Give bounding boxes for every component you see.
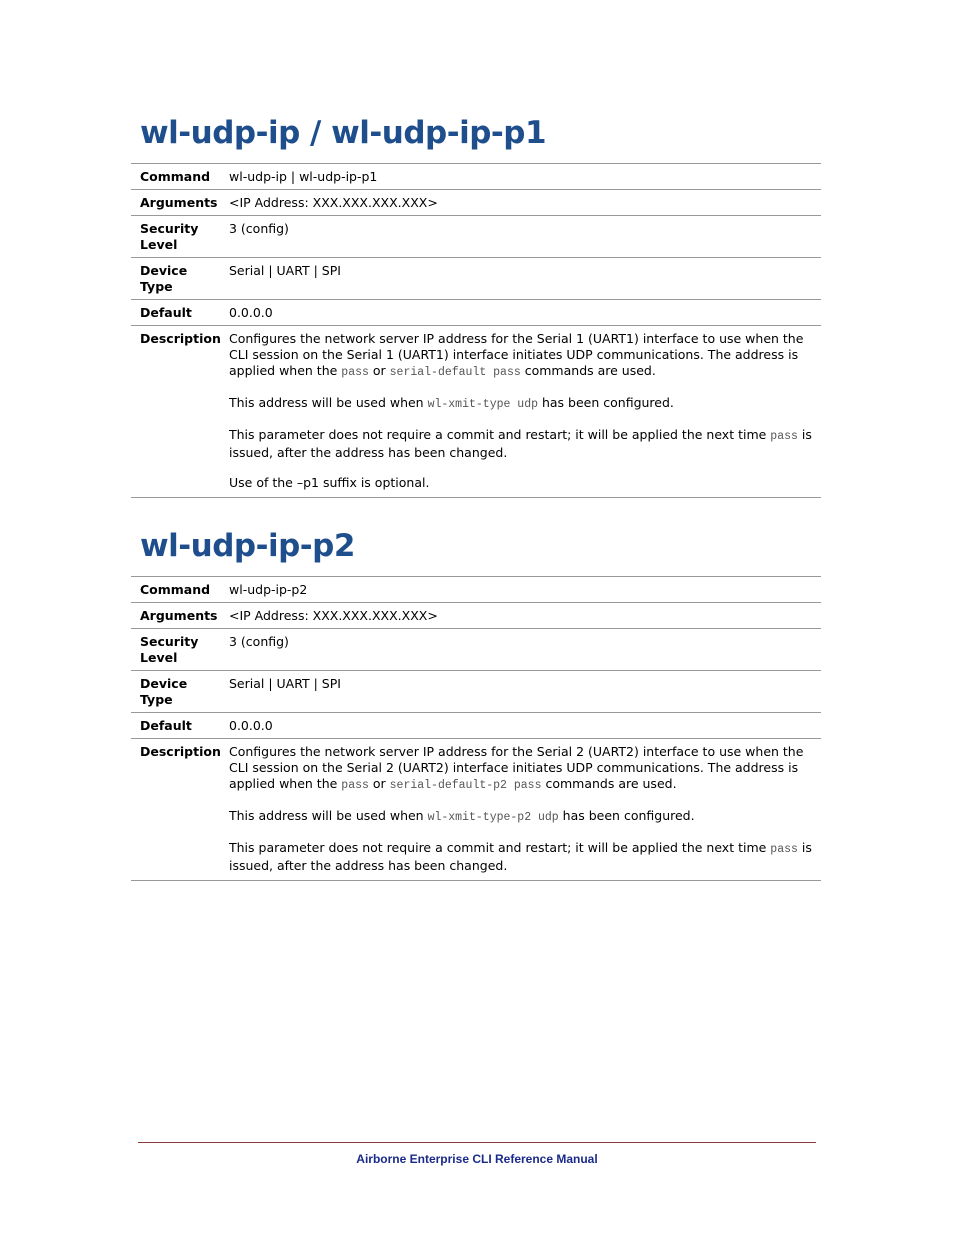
- text-run: has been configured.: [538, 395, 674, 410]
- text-run: commands are used.: [520, 363, 656, 378]
- text-run: or: [368, 776, 390, 791]
- description-paragraph: [229, 395, 815, 413]
- row-value: 0.0.0.0: [223, 300, 821, 326]
- row-value: Serial | UART | SPI: [223, 258, 821, 300]
- table-row-command: [131, 577, 821, 603]
- row-label: Description: [131, 326, 223, 498]
- command-section-wl-udp-ip: [131, 113, 821, 498]
- text-run: or: [368, 363, 390, 378]
- section-title: wl-udp-ip / wl-udp-ip-p1: [140, 115, 547, 151]
- row-value: 3 (config): [223, 629, 821, 671]
- inline-code: pass: [341, 779, 369, 792]
- inline-code: pass: [770, 843, 798, 856]
- inline-code: pass: [770, 430, 798, 443]
- description-paragraph: [229, 331, 815, 381]
- row-label: Device Type: [131, 258, 223, 300]
- text-run: is issued, after the address has been changed.: [229, 840, 812, 873]
- text-run: is issued, after the address has been changed.: [229, 427, 812, 460]
- inline-code: pass: [341, 366, 369, 379]
- text-run: Configures the network server IP address for the Serial 1 (UART1) interface to use when the CLI session on the Serial 1 (UART1) interface initiates UDP communications. The address is applied when the: [229, 331, 804, 378]
- command-table: [131, 576, 821, 881]
- text-run: This parameter does not require a commit and restart; it will be applied the next time: [229, 840, 771, 855]
- row-label: Default: [131, 713, 223, 739]
- description-paragraph: [229, 808, 815, 826]
- text-run: This address will be used when: [229, 395, 428, 410]
- description-paragraph: [229, 744, 815, 794]
- inline-code: serial-default pass: [389, 366, 521, 379]
- description-paragraph: [229, 427, 815, 461]
- text-run: commands are used.: [541, 776, 677, 791]
- row-value: wl-udp-ip | wl-udp-ip-p1: [223, 164, 821, 190]
- text-run: This address will be used when: [229, 808, 428, 823]
- inline-code: wl-xmit-type-p2 udp: [427, 811, 559, 824]
- description-paragraph: Use of the –p1 suffix is optional.: [229, 475, 430, 490]
- table-row-arguments: [131, 603, 821, 629]
- table-row-arguments: [131, 190, 821, 216]
- table-row-device-type: [131, 671, 821, 713]
- text-run: has been configured.: [558, 808, 695, 823]
- footer-divider: [138, 1142, 816, 1143]
- table-row-command: [131, 164, 821, 190]
- table-row-description: [131, 326, 821, 498]
- table-row-description: [131, 739, 821, 881]
- text-run: Configures the network server IP address for the Serial 2 (UART2) interface to use when the CLI session on the Serial 2 (UART2) interface initiates UDP communications. The address is applied when the: [229, 744, 804, 791]
- inline-code: serial-default-p2 pass: [389, 779, 542, 792]
- table-row-default: [131, 713, 821, 739]
- row-label: Default: [131, 300, 223, 326]
- row-value: <IP Address: XXX.XXX.XXX.XXX>: [223, 603, 821, 629]
- table-row-security-level: [131, 629, 821, 671]
- row-value: 0.0.0.0: [223, 713, 821, 739]
- row-label: Security Level: [131, 216, 223, 258]
- command-table: [131, 163, 821, 498]
- section-title: wl-udp-ip-p2: [140, 528, 355, 564]
- row-label: Device Type: [131, 671, 223, 713]
- row-label: Arguments: [131, 190, 223, 216]
- description-text: [223, 739, 821, 881]
- text-run: This parameter does not require a commit and restart; it will be applied the next time: [229, 427, 771, 442]
- row-value: Serial | UART | SPI: [223, 671, 821, 713]
- row-label: Arguments: [131, 603, 223, 629]
- row-value: 3 (config): [223, 216, 821, 258]
- table-row-device-type: [131, 258, 821, 300]
- description-text: [223, 326, 821, 498]
- description-paragraph: [229, 840, 815, 874]
- command-section-wl-udp-ip-p2: [131, 526, 821, 881]
- inline-code: wl-xmit-type udp: [427, 398, 538, 411]
- row-label: Security Level: [131, 629, 223, 671]
- table-row-security-level: [131, 216, 821, 258]
- row-label: Description: [131, 739, 223, 881]
- row-label: Command: [131, 577, 223, 603]
- footer-manual-title: Airborne Enterprise CLI Reference Manual: [356, 1152, 598, 1166]
- row-value: <IP Address: XXX.XXX.XXX.XXX>: [223, 190, 821, 216]
- row-value: wl-udp-ip-p2: [223, 577, 821, 603]
- row-label: Command: [131, 164, 223, 190]
- table-row-default: [131, 300, 821, 326]
